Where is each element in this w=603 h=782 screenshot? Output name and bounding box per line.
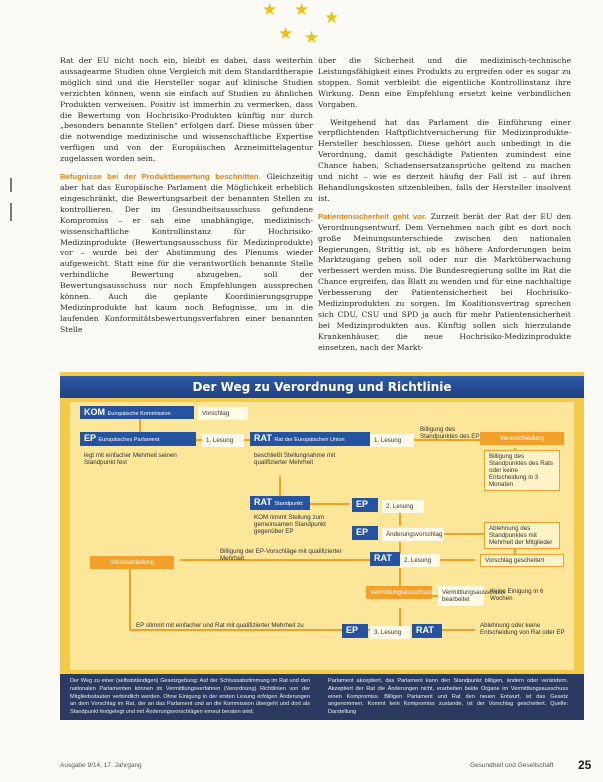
kom-box <box>80 406 194 419</box>
kom-label: KOM <box>84 407 105 417</box>
paragraph: Weitgehend hat das Parlament die Einführung einer verpflichtenden Haftpflichtversicherung für Medizinprodukte-Hersteller beschlossen. Diese gehört auch unbedingt in die Verordnung, damit geschädigte Patienten zumindest eine Chance haben, Schadensersatzansprüche geltend zu machen und nicht – wie es derzeit häufig der Fall ist – auf ihren Behandlungskosten sitzenbleiben, falls der Hersteller insolvent ist. <box>318 117 571 203</box>
ep-label: EP <box>84 433 96 443</box>
adopted-box-1: Verabschiedung <box>480 432 564 445</box>
star-icon: ★ <box>324 8 340 28</box>
third-reading-note: EP stimmt mit einfacher und Rat mit qualifizierter Mehrheit zu <box>136 622 304 629</box>
flow-diagram <box>70 402 574 670</box>
rat-position-box <box>250 496 310 510</box>
rat-label: RAT <box>254 497 272 507</box>
rat-box-3: RAT <box>412 624 442 638</box>
paragraph-body: Gleichzeitig aber hat das Europäische Parlament die Möglichkeit erheblich eingeschränkt, die Bewertungsarbeit der benannten Stellen zu kontrollieren. Der im Gesundheitsausschuss gefundene Kompromiss – er sah eine unabhängige, medizinisch-wissenschaftliche Kontrollinstanz für Hochrisiko-Medizinprodukte (Bewertungsausschuss für Medizinprodukte) vor – wurde bei der Abstimmung des Plenums wieder aufgeweicht. Statt eine für die verantwortlich benannte Stelle verbindliche Bewertung abzugeben, soll der Bewertungsausschuss nur noch Empfehlungen aussprechen können. Auch die geplante Koordinierungsgruppe Medizinprodukte hat kaum noch Befugnisse, um in die laufenden Konformitätsbewertungsverfahren einer benannten Stelle <box>60 172 313 334</box>
rat-box <box>250 432 370 446</box>
margin-mark <box>10 203 12 221</box>
paragraph-lead: Patientensicherheit geht vor. <box>318 211 427 221</box>
page-number: 25 <box>578 758 592 772</box>
conciliation-box: Vermittlungsausschuss <box>366 586 432 599</box>
ep-box-2: EP <box>352 498 378 512</box>
rat-label: RAT <box>254 433 272 443</box>
rejection-note-3: Ablehnung oder keine Entscheidung von Rat oder EP <box>480 622 565 636</box>
position-label: Standpunkt <box>274 501 303 507</box>
first-reading-rat: 1. Lesung <box>370 434 414 447</box>
caption-right: Parlament akzeptiert, das Parlament kann den Standpunkt billigen, ändern oder verändern. Akzeptiert der Rat die Änderungen nicht, erarbeiten beide Organe im Vermittlungsausschuss einen Kompromiss. Billigen Parlament und Rat den neuen Entwurf, ist das Gesetz angenommen. Kommt kein Kompromiss zustande, ist der Vorschlag gescheitert. Quelle: Darstellung <box>328 678 568 716</box>
paragraph <box>318 212 571 354</box>
approval-note-1: Billigung des Standpunktes des EP <box>420 426 480 440</box>
left-column <box>60 56 313 343</box>
rat-sublabel: Rat der Europäischen Union <box>274 437 345 443</box>
second-reading-rat: 2. Lesung <box>400 554 440 567</box>
star-icon: ★ <box>262 0 278 20</box>
failed-box: Vorschlag gescheitert <box>480 554 564 567</box>
approval-note-2: Billigung der EP-Vorschläge mit qualifizierter Mehrheit <box>220 548 342 562</box>
right-column <box>318 56 571 361</box>
adopted-box-2: Verabschiedung <box>90 556 174 569</box>
star-icon: ★ <box>294 0 310 20</box>
ep-box-3: EP <box>352 526 378 540</box>
paragraph-lead: Befugnisse bei der Produktbewertung beschnitten. <box>60 172 261 182</box>
paragraph: Rat der EU nicht noch ein, bleibt es dabei, dass weiterhin aussagearme Studien ohne Vergleich mit dem Standardtherapie möglich sind und die Hersteller sogar auf klinische Studien verzichten können, wenn sie einfach auf Studien zu ähnlichen Produkten verweisen. Positiv ist immerhin zu vermerken, dass die Bewertung von Hochrisiko-Produkten künftig nur durch „besonders benannte Stellen“ erfolgen darf. Diese müssen über die notwendige medizinische und wissenschaftliche Expertise verfügen und von der Europäischen Arzneimittelagentur zugelassen worden sein. <box>60 56 313 164</box>
paragraph <box>60 172 313 336</box>
ep-box <box>80 432 196 446</box>
rat-box-2: RAT <box>370 552 400 566</box>
first-reading-ep: 1. Lesung <box>202 434 244 447</box>
no-agreement-note: Keine Einigung in 6 Wochen <box>490 588 544 602</box>
position-note: KOM nimmt Stellung zum gemeinsamen Standpunkt gegenüber EP <box>254 514 326 535</box>
caption-left: Der Weg zu einer (selbstständigen) Gesetzgebung: Auf der Schlussabstimmung im Rat und den nationalen Parlamenten können im Vermittlungsverfahren (Verordnung) Richtlinien von der Mitgliedsstaaten verbindlich werden. Ohne Einigung in der ersten Lesung erfolgen Änderungen an dem Vorschlag im Rat, der an das Parlament und an die Kommission übergeht und dort als Standpunkt festgelegt und mit Änderungsvorschlägen erneut beraten wird. <box>70 678 310 716</box>
eu-stars-decoration <box>240 0 360 50</box>
kom-sublabel: Europäische Kommission <box>107 411 171 417</box>
ep-sublabel: Europäisches Parlament <box>98 437 160 443</box>
ep-note: legt mit einfacher Mehrheit seinen Standpunkt fest <box>84 452 177 466</box>
third-reading: 3. Lesung <box>370 626 410 639</box>
second-reading-ep: 2. Lesung <box>382 500 424 513</box>
margin-mark <box>10 178 12 192</box>
footer-issue: Ausgabe 9/14, 17. Jahrgang <box>60 762 142 769</box>
rejection-note: Ablehnung des Standpunktes mit Mehrheit der Mitglieder <box>484 522 560 549</box>
legislation-infographic <box>60 372 584 720</box>
infographic-title: Der Weg zu Verordnung und Richtlinie <box>60 376 584 398</box>
proposal-note: Vorschlag <box>198 407 248 420</box>
star-icon: ★ <box>304 28 320 48</box>
paragraph-body: Zurzeit berät der Rat der EU den Verordnungsentwurf. Dem Vernehmen nach gibt es dort noch große Meinungsunterschiede zwischen den nationalen Regierungen. Strittig ist, ob es höhere Anforderungen beim Marktzugang geben soll oder nur die Marktüberwachung verbessert werden muss. Die Bundesregierung sollte im Rat die Chance ergreifen, das Blatt zu wenden und für eine nachhaltige Verbesserung der Patientensicherheit bei Hochrisiko-Medizinprodukten zu sorgen. Im Koalitionsvertrag sprechen sich CDU, CSU und SPD ja auch für mehr Patientensicherheit bei Medizinprodukten aus. Künftig sollen sich hierzulande Krankenhäuser, die neue Hochrisiko-Medizinprodukte einsetzen, nach der Markt- <box>318 211 572 352</box>
amendment-note: Änderungsvorschlag <box>382 528 444 541</box>
conciliation-note: Vermittlungsausschuss bearbeitet <box>438 586 484 606</box>
rat-note: beschließt Stellungnahme mit qualifizierter Mehrheit <box>254 452 336 466</box>
paragraph: über die Sicherheit und die medizinisch-technische Leistungsfähigkeit eines Produkts zu ergreifen oder es sogar zu stoppen. Somit verbleibt die eigentliche Kontrollinstanz ihre Wirkung. Denn eine Empfehlung ersetzt keine verbindlichen Vorgaben. <box>318 56 571 109</box>
infographic-caption <box>60 674 584 720</box>
ep-box-4: EP <box>342 624 368 638</box>
star-icon: ★ <box>278 24 294 44</box>
footer-magazine: Gesundheit und Gesellschaft <box>470 762 554 769</box>
approval-note-box: Billigung des Standpunktes des Rats oder keine Entscheidung in 3 Monaten <box>484 450 560 491</box>
